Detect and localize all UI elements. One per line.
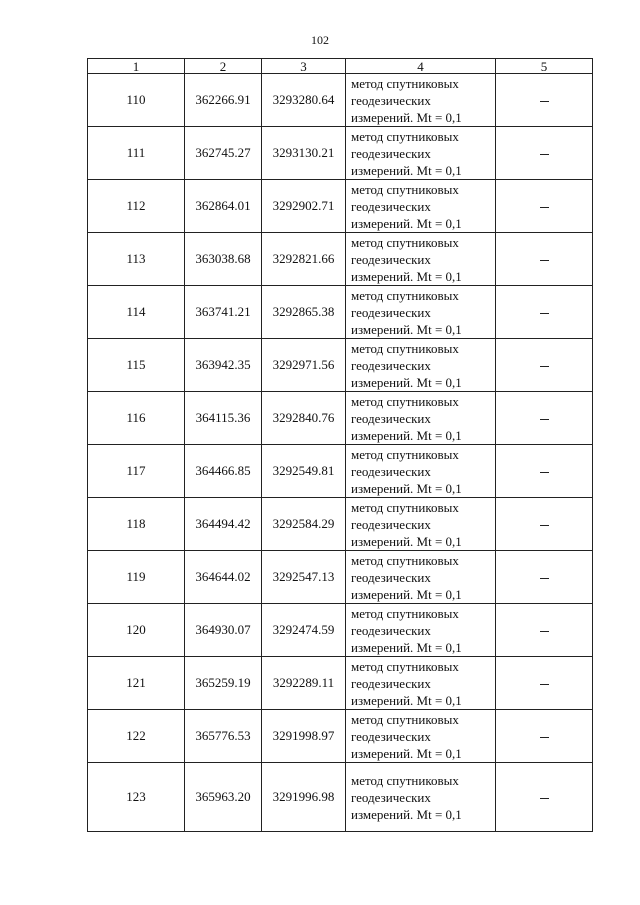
dash-mark bbox=[540, 419, 549, 420]
point-number-cell: 123 bbox=[88, 763, 185, 832]
method-line: метод спутниковых bbox=[351, 552, 459, 568]
method-line: измерений. Mt = 0,1 bbox=[351, 321, 462, 337]
coordinate-x-cell: 362745.27 bbox=[185, 127, 262, 180]
method-line: метод спутниковых bbox=[351, 287, 459, 303]
method-line: метод спутниковых bbox=[351, 234, 459, 250]
method-line: измерений. Mt = 0,1 bbox=[351, 427, 462, 443]
method-line: метод спутниковых bbox=[351, 393, 459, 409]
coordinate-x-cell: 364930.07 bbox=[185, 604, 262, 657]
point-number-cell: 116 bbox=[88, 392, 185, 445]
coordinate-x-cell: 362266.91 bbox=[185, 74, 262, 127]
table-row bbox=[88, 233, 593, 286]
coordinate-y-cell: 3292289.11 bbox=[262, 657, 346, 710]
coordinate-x-cell: 363741.21 bbox=[185, 286, 262, 339]
dash-mark bbox=[540, 154, 549, 155]
method-line: измерений. Mt = 0,1 bbox=[351, 806, 462, 822]
method-line: геодезических bbox=[351, 569, 431, 585]
coordinate-y-cell: 3292547.13 bbox=[262, 551, 346, 604]
coordinate-y-cell: 3291998.97 bbox=[262, 710, 346, 763]
dash-mark bbox=[540, 313, 549, 314]
dash-mark bbox=[540, 101, 549, 102]
coordinate-y-cell: 3292821.66 bbox=[262, 233, 346, 286]
note-cell bbox=[496, 604, 593, 657]
note-cell bbox=[496, 339, 593, 392]
table-row bbox=[88, 286, 593, 339]
note-cell bbox=[496, 657, 593, 710]
method-cell bbox=[346, 127, 496, 180]
method-cell bbox=[346, 551, 496, 604]
method-line: геодезических bbox=[351, 304, 431, 320]
point-number-cell: 114 bbox=[88, 286, 185, 339]
method-line: метод спутниковых bbox=[351, 772, 459, 788]
coordinate-y-cell: 3291996.98 bbox=[262, 763, 346, 832]
method-line: геодезических bbox=[351, 357, 431, 373]
point-number-cell: 122 bbox=[88, 710, 185, 763]
table-row bbox=[88, 127, 593, 180]
method-line: метод спутниковых bbox=[351, 446, 459, 462]
coordinates-table bbox=[87, 58, 593, 832]
method-cell bbox=[346, 657, 496, 710]
column-header: 1 bbox=[88, 59, 185, 74]
note-cell bbox=[496, 74, 593, 127]
dash-mark bbox=[540, 578, 549, 579]
method-cell bbox=[346, 498, 496, 551]
table-header-row bbox=[88, 59, 593, 74]
dash-mark bbox=[540, 366, 549, 367]
coordinate-x-cell: 365259.19 bbox=[185, 657, 262, 710]
method-line: метод спутниковых bbox=[351, 128, 459, 144]
method-line: геодезических bbox=[351, 410, 431, 426]
column-header: 5 bbox=[496, 59, 593, 74]
method-cell bbox=[346, 286, 496, 339]
note-cell bbox=[496, 180, 593, 233]
coordinate-x-cell: 363942.35 bbox=[185, 339, 262, 392]
table-row bbox=[88, 657, 593, 710]
method-line: метод спутниковых bbox=[351, 340, 459, 356]
table-row bbox=[88, 74, 593, 127]
method-cell bbox=[346, 233, 496, 286]
method-line: геодезических bbox=[351, 516, 431, 532]
method-line: измерений. Mt = 0,1 bbox=[351, 162, 462, 178]
method-line: измерений. Mt = 0,1 bbox=[351, 533, 462, 549]
note-cell bbox=[496, 710, 593, 763]
method-cell bbox=[346, 763, 496, 832]
table-row bbox=[88, 710, 593, 763]
coordinate-y-cell: 3293280.64 bbox=[262, 74, 346, 127]
point-number-cell: 117 bbox=[88, 445, 185, 498]
method-line: геодезических bbox=[351, 463, 431, 479]
table-row bbox=[88, 551, 593, 604]
method-line: метод спутниковых bbox=[351, 75, 459, 91]
point-number-cell: 121 bbox=[88, 657, 185, 710]
dash-mark bbox=[540, 472, 549, 473]
coordinate-x-cell: 364494.42 bbox=[185, 498, 262, 551]
dash-mark bbox=[540, 525, 549, 526]
method-line: геодезических bbox=[351, 251, 431, 267]
point-number-cell: 112 bbox=[88, 180, 185, 233]
dash-mark bbox=[540, 260, 549, 261]
point-number-cell: 120 bbox=[88, 604, 185, 657]
method-line: измерений. Mt = 0,1 bbox=[351, 374, 462, 390]
method-line: геодезических bbox=[351, 198, 431, 214]
note-cell bbox=[496, 286, 593, 339]
coordinate-x-cell: 364466.85 bbox=[185, 445, 262, 498]
method-cell bbox=[346, 180, 496, 233]
method-cell bbox=[346, 445, 496, 498]
note-cell bbox=[496, 127, 593, 180]
coordinate-y-cell: 3292584.29 bbox=[262, 498, 346, 551]
method-line: измерений. Mt = 0,1 bbox=[351, 215, 462, 231]
point-number-cell: 118 bbox=[88, 498, 185, 551]
table-row bbox=[88, 604, 593, 657]
dash-mark bbox=[540, 631, 549, 632]
table-row bbox=[88, 763, 593, 832]
method-line: геодезических bbox=[351, 145, 431, 161]
table-row bbox=[88, 392, 593, 445]
method-line: геодезических bbox=[351, 92, 431, 108]
coordinate-y-cell: 3292840.76 bbox=[262, 392, 346, 445]
method-cell bbox=[346, 74, 496, 127]
method-cell bbox=[346, 392, 496, 445]
column-header: 3 bbox=[262, 59, 346, 74]
table-body bbox=[88, 74, 593, 832]
method-line: измерений. Mt = 0,1 bbox=[351, 639, 462, 655]
method-line: измерений. Mt = 0,1 bbox=[351, 109, 462, 125]
dash-mark bbox=[540, 737, 549, 738]
note-cell bbox=[496, 763, 593, 832]
coordinate-x-cell: 362864.01 bbox=[185, 180, 262, 233]
method-line: метод спутниковых bbox=[351, 711, 459, 727]
method-line: метод спутниковых bbox=[351, 499, 459, 515]
coordinate-x-cell: 365776.53 bbox=[185, 710, 262, 763]
method-line: измерений. Mt = 0,1 bbox=[351, 692, 462, 708]
coordinate-x-cell: 365963.20 bbox=[185, 763, 262, 832]
method-line: метод спутниковых bbox=[351, 658, 459, 674]
method-line: геодезических bbox=[351, 728, 431, 744]
dash-mark bbox=[540, 684, 549, 685]
method-line: измерений. Mt = 0,1 bbox=[351, 745, 462, 761]
note-cell bbox=[496, 392, 593, 445]
page-number: 102 bbox=[311, 33, 329, 47]
point-number-cell: 113 bbox=[88, 233, 185, 286]
dash-mark bbox=[540, 207, 549, 208]
method-line: метод спутниковых bbox=[351, 181, 459, 197]
note-cell bbox=[496, 551, 593, 604]
point-number-cell: 119 bbox=[88, 551, 185, 604]
method-line: метод спутниковых bbox=[351, 605, 459, 621]
coordinate-y-cell: 3292474.59 bbox=[262, 604, 346, 657]
coordinate-y-cell: 3293130.21 bbox=[262, 127, 346, 180]
method-line: измерений. Mt = 0,1 bbox=[351, 480, 462, 496]
column-header: 4 bbox=[346, 59, 496, 74]
coordinate-y-cell: 3292971.56 bbox=[262, 339, 346, 392]
table-row bbox=[88, 445, 593, 498]
coordinate-x-cell: 364115.36 bbox=[185, 392, 262, 445]
coordinate-y-cell: 3292902.71 bbox=[262, 180, 346, 233]
method-cell bbox=[346, 604, 496, 657]
coordinate-y-cell: 3292865.38 bbox=[262, 286, 346, 339]
point-number-cell: 115 bbox=[88, 339, 185, 392]
coordinate-x-cell: 364644.02 bbox=[185, 551, 262, 604]
coordinate-y-cell: 3292549.81 bbox=[262, 445, 346, 498]
method-cell bbox=[346, 710, 496, 763]
method-line: измерений. Mt = 0,1 bbox=[351, 586, 462, 602]
coordinate-x-cell: 363038.68 bbox=[185, 233, 262, 286]
table-row bbox=[88, 339, 593, 392]
note-cell bbox=[496, 233, 593, 286]
note-cell bbox=[496, 498, 593, 551]
table-row bbox=[88, 498, 593, 551]
method-line: геодезических bbox=[351, 675, 431, 691]
table-row bbox=[88, 180, 593, 233]
dash-mark bbox=[540, 798, 549, 799]
method-line: геодезических bbox=[351, 789, 431, 805]
point-number-cell: 111 bbox=[88, 127, 185, 180]
method-cell bbox=[346, 339, 496, 392]
column-header: 2 bbox=[185, 59, 262, 74]
note-cell bbox=[496, 445, 593, 498]
method-line: измерений. Mt = 0,1 bbox=[351, 268, 462, 284]
method-line: геодезических bbox=[351, 622, 431, 638]
point-number-cell: 110 bbox=[88, 74, 185, 127]
